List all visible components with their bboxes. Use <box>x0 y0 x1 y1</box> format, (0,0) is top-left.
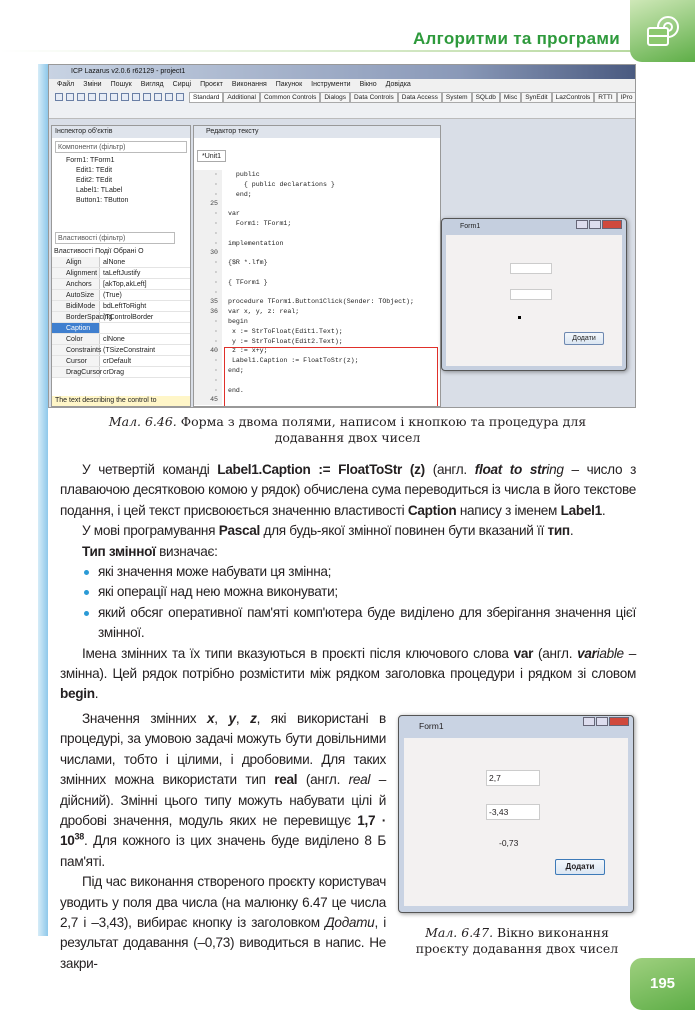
property-value[interactable]: (True) <box>103 292 122 299</box>
toolbar-button-icon[interactable] <box>132 93 140 101</box>
form-client <box>404 738 628 906</box>
code-line <box>194 297 440 307</box>
code-text: end; <box>228 190 252 198</box>
code-line <box>194 209 440 219</box>
code-text: end. <box>228 386 244 394</box>
property-row[interactable] <box>52 334 190 345</box>
maximize-icon[interactable] <box>589 220 601 229</box>
code-line <box>194 199 440 209</box>
text-segment: float to str <box>474 462 547 477</box>
text-segment: для будь-якої змінної повинен бути вказаний її <box>259 523 548 539</box>
property-row[interactable] <box>52 301 190 312</box>
property-name: BorderSpacing <box>52 312 100 322</box>
ide-title-bar: ICP Lazarus v2.0.6 r62129 - project1 <box>49 65 635 79</box>
text-segment: . <box>601 502 606 518</box>
code-text: Form1: TForm1; <box>228 219 292 227</box>
menu-item[interactable]: Інструменти <box>311 81 351 88</box>
property-value[interactable]: crDefault <box>103 358 132 365</box>
property-row[interactable] <box>52 268 190 279</box>
source-editor <box>193 125 441 407</box>
text-segment: , <box>214 710 229 726</box>
text-segment: . <box>94 686 99 702</box>
code-line <box>194 170 440 180</box>
code-text: var x, y, z: real; <box>228 308 300 316</box>
figure-caption-6-47 <box>398 925 636 957</box>
tree-item[interactable]: Button1: TButton <box>76 197 129 204</box>
property-name: AutoSize <box>52 290 100 300</box>
line-number: 30 <box>194 248 222 258</box>
text-segment: Імена змінних та їх типи вказуються в проєкті після ключового слова <box>82 645 514 661</box>
lazarus-ide-screenshot <box>48 64 636 408</box>
menu-item[interactable]: Довідка <box>385 81 411 88</box>
text-segment: , які використані в процедурі, за умовою задачі можуть бути довільними числами, тобто і цілими, і дробовими. Для таких змінних можна використати тип <box>60 710 386 788</box>
menu-item[interactable]: Проєкт <box>200 81 223 88</box>
palette-tab[interactable]: System <box>442 92 472 103</box>
paragraph <box>60 709 386 872</box>
property-tab[interactable]: Властивості <box>54 248 94 255</box>
text-segment: iable <box>596 645 624 661</box>
paragraph <box>60 460 636 521</box>
code-line <box>194 307 440 317</box>
add-button[interactable]: Додати <box>555 859 605 875</box>
text-segment: Під час виконання створеного проєкту користувач уводить у поля два числа (на малюнку 6.47 це числа 2,7 і –3,43), вибирає кнопку із заголовком <box>60 874 386 930</box>
edit1[interactable]: 2,7 <box>486 770 540 786</box>
text-segment: – число з плаваючою десятковою комою у рядок) обчислена сума переводиться із числа в його текстове подання, і цей текст присвоюється значенню властивості <box>60 462 637 518</box>
code-line <box>194 219 440 229</box>
property-tab[interactable]: Обрані <box>113 248 137 255</box>
paragraph <box>60 542 636 562</box>
toolbar-button-icon[interactable] <box>176 93 184 101</box>
line-number: 45 <box>194 395 222 405</box>
palette-tab[interactable]: SynEdit <box>521 92 551 103</box>
code-text <box>222 268 228 278</box>
text-figure-row <box>60 709 636 974</box>
property-value[interactable]: crDrag <box>103 369 125 376</box>
palette-tab[interactable]: Additional <box>223 92 260 103</box>
code-line <box>194 317 440 327</box>
toolbar-button-icon[interactable] <box>99 93 107 101</box>
code-text: public <box>228 171 260 178</box>
property-tabs <box>52 246 190 257</box>
label1: -0,73 <box>499 837 519 848</box>
object-inspector <box>51 125 191 407</box>
text-segment: (англ. <box>424 462 475 477</box>
line-number: 25 <box>194 199 222 209</box>
text-segment: , <box>235 710 251 726</box>
property-row[interactable] <box>52 367 190 378</box>
toolbar-button-icon[interactable] <box>143 93 151 101</box>
line-number: 36 <box>194 307 222 317</box>
minimize-icon[interactable] <box>576 220 588 229</box>
menu-item[interactable]: Пакунок <box>275 81 303 88</box>
line-number: · <box>194 170 222 180</box>
page-number: 195 <box>630 958 695 1010</box>
toolbar-icons <box>55 93 184 101</box>
line-number: · <box>194 317 222 327</box>
text-segment: 1,7 · 10 <box>60 812 386 849</box>
text-segment: напису з іменем <box>456 502 561 518</box>
edit2[interactable] <box>510 289 552 300</box>
text-segment: У мові програмування <box>82 523 219 539</box>
text-segment: визначає: <box>155 543 218 559</box>
text-segment: z <box>250 710 257 726</box>
close-icon[interactable] <box>609 717 629 726</box>
menu-item[interactable]: Пошук <box>110 81 132 88</box>
toolbar-button-icon[interactable] <box>165 93 173 101</box>
paragraph <box>60 644 636 705</box>
line-number: · <box>194 356 222 366</box>
text-segment: real <box>348 772 371 788</box>
property-hint: The text describing the control to <box>52 396 190 406</box>
ide-toolbar <box>49 91 635 119</box>
palette-tab[interactable]: Data Controls <box>350 92 398 103</box>
property-row[interactable] <box>52 257 190 268</box>
code-line <box>194 337 440 347</box>
text-segment: – змінна). Цей рядок потрібно розмістити між рядком заголовка процедури і рядком зі словом <box>60 645 636 682</box>
menu-item[interactable]: Виконання <box>231 81 267 88</box>
line-number: 35 <box>194 297 222 307</box>
text-segment: (англ. <box>533 645 578 661</box>
tab-unit1[interactable]: *Unit1 <box>197 150 226 162</box>
property-value[interactable]: (TControlBorder <box>103 314 154 321</box>
header-rule <box>0 50 632 52</box>
property-name: BidiMode <box>52 301 100 311</box>
code-text: implementation <box>228 239 284 247</box>
text-segment: Додати <box>325 914 375 930</box>
text-segment: real <box>274 772 298 788</box>
line-number: · <box>194 278 222 288</box>
filter-placeholder: (фільтр) <box>99 144 126 151</box>
text-segment: Pascal <box>218 523 260 539</box>
property-name: Cursor <box>52 356 100 366</box>
code-text: { public declarations } <box>228 180 335 188</box>
palette-tab[interactable]: Misc <box>500 92 521 103</box>
line-number: · <box>194 239 222 249</box>
window-controls[interactable] <box>575 220 622 229</box>
chapter-tab <box>630 0 695 62</box>
property-row[interactable] <box>52 345 190 356</box>
code-text: begin <box>228 317 248 325</box>
line-number: · <box>194 337 222 347</box>
code-text: Label1.Caption := FloatToStr(z); <box>228 357 359 365</box>
tree-item[interactable]: Label1: TLabel <box>76 187 123 194</box>
property-row[interactable] <box>52 323 190 334</box>
tree-item[interactable]: Edit1: TEdit <box>76 167 113 174</box>
code-line <box>194 258 440 268</box>
window-controls[interactable] <box>582 717 629 726</box>
palette-tab[interactable]: Common Controls <box>260 92 320 103</box>
highlight-box <box>224 347 438 407</box>
line-number: · <box>194 366 222 376</box>
palette-tab[interactable]: RTTI <box>594 92 616 103</box>
property-row[interactable] <box>52 279 190 290</box>
text-segment: У четвертій команді <box>82 462 218 477</box>
palette-tab[interactable]: IPro <box>617 92 636 103</box>
property-row[interactable] <box>52 356 190 367</box>
text-segment: . Для кожного із цих значень буде виділено 8 Б пам'яті. <box>60 833 386 869</box>
code-text: z := x+y; <box>228 347 268 355</box>
figure-caption-6-46 <box>80 414 615 446</box>
editor-title: Редактор тексту <box>194 126 440 138</box>
form-canvas <box>446 235 622 366</box>
inspector-title: Інспектор об'єктів <box>52 126 190 138</box>
property-value[interactable]: alNone <box>103 259 126 266</box>
menu-item[interactable]: Вікно <box>359 81 377 88</box>
toolbar-button-icon[interactable] <box>77 93 85 101</box>
code-line <box>194 239 440 249</box>
toolbar-button-icon[interactable] <box>110 93 118 101</box>
form-title: Form1 <box>460 223 481 230</box>
property-row[interactable] <box>52 290 190 301</box>
palette-tab[interactable]: Data Access <box>398 92 442 103</box>
maximize-icon[interactable] <box>596 717 608 726</box>
property-name: Color <box>52 334 100 344</box>
property-name: Constraints <box>52 345 100 355</box>
text-segment: ing <box>546 462 564 477</box>
disc-folder-icon <box>644 14 682 48</box>
text-segment: Тип змінної <box>82 543 156 559</box>
property-tab[interactable]: Події <box>95 248 112 255</box>
component-tree <box>52 156 190 206</box>
text-segment: – дійсний). Змінні цього типу можуть набувати цілі й дробові значення, модуль яких не перевищує <box>60 772 386 828</box>
palette-tab[interactable]: Standard <box>189 92 223 103</box>
menu-item[interactable]: Вигляд <box>140 81 164 88</box>
toolbar-button-icon[interactable] <box>154 93 162 101</box>
text-segment: Label1.Caption := FloatToStr (z) <box>217 462 425 477</box>
body-text <box>60 460 636 705</box>
paragraph <box>60 872 386 974</box>
line-number: · <box>194 376 222 386</box>
line-number: · <box>194 209 222 219</box>
caption-text: Вікно виконання проєкту додавання двох чисел <box>415 924 619 956</box>
code-line <box>194 190 440 200</box>
body-text-narrow <box>60 709 386 974</box>
palette-tab[interactable]: Dialogs <box>320 92 350 103</box>
text-segment: Caption <box>407 502 457 518</box>
text-segment: Label1 <box>560 502 602 518</box>
text-segment: , і результат додавання (–0,73) виводиться в напис. Не закри- <box>60 914 386 971</box>
code-line <box>194 327 440 337</box>
menu-item[interactable]: Зміни <box>83 81 102 88</box>
code-text <box>222 248 228 258</box>
code-line <box>194 229 440 239</box>
code-text <box>222 229 228 239</box>
line-number: · <box>194 180 222 190</box>
text-segment: y <box>228 710 236 726</box>
close-icon[interactable] <box>602 220 622 229</box>
text-segment: var <box>513 645 534 661</box>
palette-tab[interactable]: LazControls <box>552 92 595 103</box>
code-line <box>194 180 440 190</box>
tree-item[interactable]: Edit2: TEdit <box>76 177 113 184</box>
line-number: · <box>194 258 222 268</box>
caption-text: Форма з двома полями, написом і кнопкою та процедура для додавання двох чисел <box>180 414 587 445</box>
property-value[interactable]: [akTop,akLeft] <box>103 281 147 288</box>
bullet-list <box>60 562 636 644</box>
code-line <box>194 288 440 298</box>
text-segment: var <box>577 645 597 661</box>
palette-tab[interactable]: SQLdb <box>472 92 500 103</box>
properties-filter[interactable] <box>55 232 175 244</box>
code-text: var <box>228 210 240 218</box>
text-segment: тип <box>547 523 570 539</box>
property-row[interactable] <box>52 312 190 323</box>
chapter-title: Алгоритми та програми <box>412 29 620 48</box>
code-text: {$R *.lfm} <box>228 259 268 267</box>
property-value[interactable]: (TSizeConstraint <box>103 347 156 354</box>
code-text: procedure TForm1.Button1Click(Sender: TObject); <box>228 298 414 306</box>
filter-placeholder: (фільтр) <box>99 235 126 242</box>
code-text: y := StrToFloat(Edit2.Text); <box>228 337 343 345</box>
code-text: end; <box>228 366 244 374</box>
tree-item[interactable]: Form1: TForm1 <box>66 157 115 164</box>
property-name: Caption <box>52 323 100 333</box>
text-segment: begin <box>60 686 95 702</box>
text-segment: x <box>207 710 215 726</box>
line-number: 40 <box>194 346 222 356</box>
text-segment: 38 <box>74 831 84 842</box>
paragraph <box>60 521 636 541</box>
code-line <box>194 248 440 258</box>
add-button[interactable]: Додати <box>564 332 604 345</box>
code-line <box>194 278 440 288</box>
property-tab[interactable]: О <box>138 248 144 255</box>
property-name: Anchors <box>52 279 100 289</box>
property-value[interactable]: bdLeftToRight <box>103 303 147 310</box>
margin-strip <box>38 64 48 936</box>
component-palette-tabs <box>189 92 636 103</box>
code-text <box>222 288 228 298</box>
property-name: Align <box>52 257 100 267</box>
line-number: · <box>194 386 222 396</box>
toolbar-button-icon[interactable] <box>55 93 63 101</box>
label1 <box>518 316 521 319</box>
code-text: x := StrToFloat(Edit1.Text); <box>228 327 343 335</box>
edit2[interactable]: -3,43 <box>486 804 540 820</box>
minimize-icon[interactable] <box>583 717 595 726</box>
bullet-item: який обсяг оперативної пам'яті комп'ютера буде виділено для зберігання значення цієї змінної. <box>82 603 636 644</box>
menu-item[interactable]: Файл <box>57 81 75 88</box>
line-number: · <box>194 327 222 337</box>
property-name: DragCursor <box>52 367 100 377</box>
toolbar-button-icon[interactable] <box>121 93 129 101</box>
toolbar-button-icon[interactable] <box>88 93 96 101</box>
text-segment: Значення змінних <box>82 710 208 726</box>
line-number: · <box>194 268 222 278</box>
properties-label: Властивості <box>58 235 98 242</box>
toolbar-button-icon[interactable] <box>66 93 74 101</box>
ide-menu-bar <box>49 79 635 91</box>
property-name: Alignment <box>52 268 100 278</box>
line-number: · <box>194 288 222 298</box>
bullet-item: які значення може набувати ця змінна; <box>82 562 636 582</box>
form-title: Form1 <box>419 720 444 731</box>
figure-6-47 <box>398 709 636 957</box>
components-filter[interactable] <box>55 141 187 153</box>
code-text: { TForm1 } <box>228 278 268 286</box>
text-segment: . <box>569 523 574 539</box>
text-segment: (англ. <box>297 772 349 788</box>
property-value[interactable]: taLeftJustify <box>103 270 141 277</box>
form1-designer-window <box>441 218 627 371</box>
code-line <box>194 268 440 278</box>
code-text <box>222 199 228 209</box>
bullet-item: які операції над нею можна виконувати; <box>82 582 636 602</box>
line-number: · <box>194 190 222 200</box>
line-number: · <box>194 219 222 229</box>
components-label: Компоненти <box>58 144 98 151</box>
figure-number: Мал. 6.46. <box>108 414 177 429</box>
text-flow <box>60 460 636 974</box>
property-grid <box>52 246 190 378</box>
form1-runtime-window <box>398 715 634 913</box>
edit1[interactable] <box>510 263 552 274</box>
property-value[interactable]: clNone <box>103 336 125 343</box>
line-number: · <box>194 229 222 239</box>
figure-number: Мал. 6.47. <box>425 924 494 940</box>
menu-item[interactable]: Сирці <box>172 81 192 88</box>
